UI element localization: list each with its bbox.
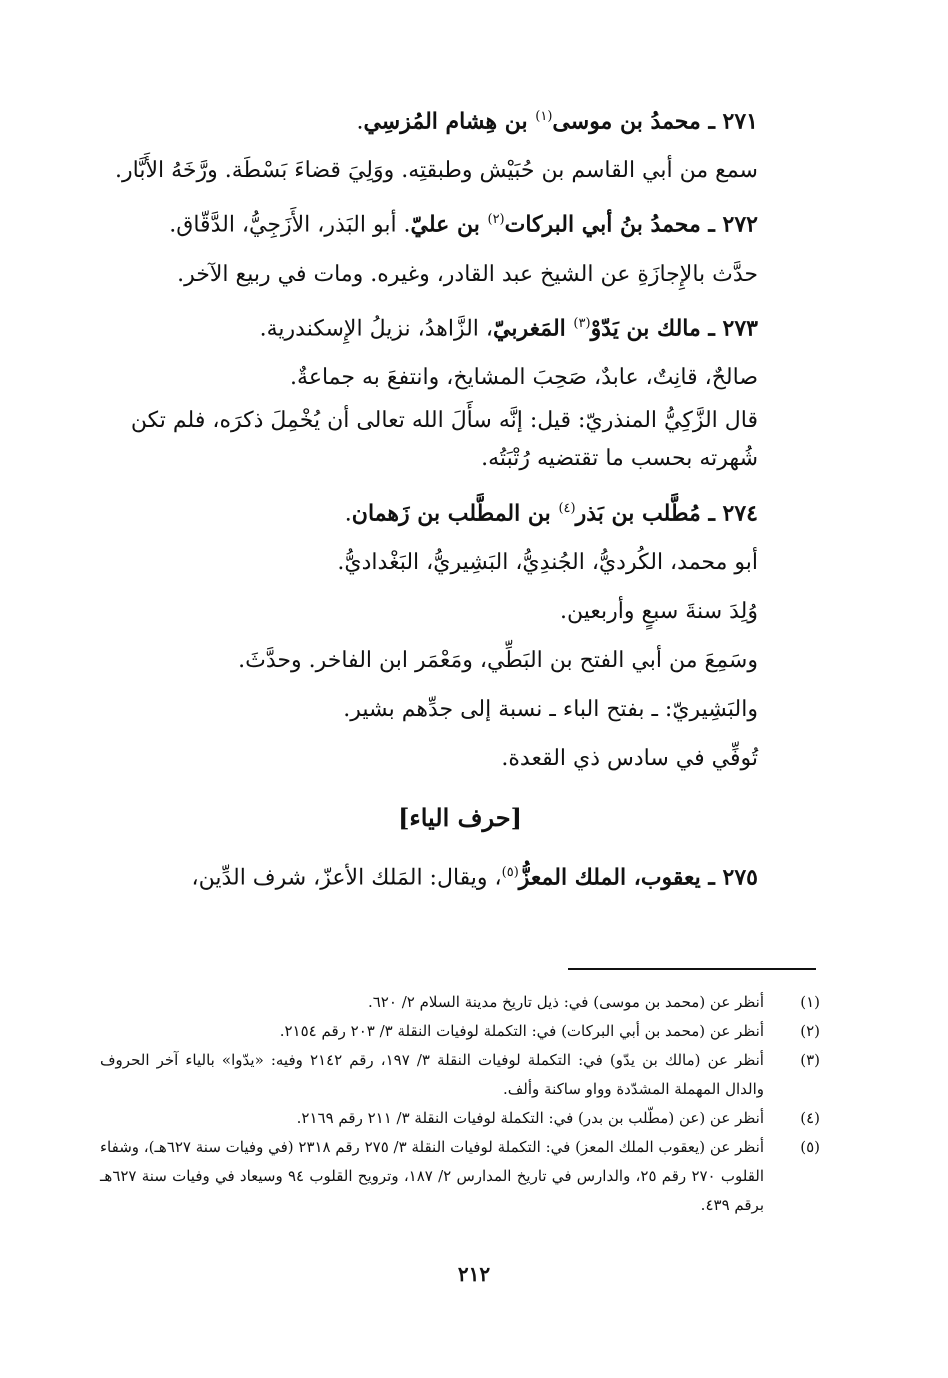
footnote-ref-4: (٤) (558, 500, 576, 516)
entry-274-name: ٢٧٤ ـ مُطَّلب بن بَذر (575, 500, 758, 527)
entry-271-rest: . (356, 109, 364, 135)
entry-273-heading (100, 299, 820, 353)
footnote-text: أنظر عن (محمد بن موسى) في: ذيل تاريخ مدينة السلام ٢/ ٦٢٠. (367, 993, 764, 1011)
entry-271-heading (100, 92, 820, 146)
entry-274-name-tail: بن المطَّلب بن زَهمان (351, 500, 559, 527)
entry-273-text-1: صالحٌ، قانِتٌ، عابدٌ، صَحِبَ المشايخ، وانتفعَ به جماعةٌ. (290, 364, 758, 390)
footnote-number: (٣) (800, 1051, 820, 1069)
entry-273-text-2: قال الزَّكِيُّ المنذريّ: قيل: إنَّه سأَلَ الله تعالى أن يُخْمِلَ ذكرَه، فلم تكن شُهرته بحسب ما تقتضيه رُتْبَتُه. (130, 407, 758, 471)
footnote-3 (100, 1046, 820, 1104)
footnote-ref-2: (٢) (487, 212, 505, 228)
entry-271-name-tail: بن هِشام المُزسِي (363, 108, 536, 135)
footnote-ref-3: (٣) (573, 315, 591, 331)
entry-275-rest: ، ويقال: المَلك الأعزّ، شرف الدِّين، (191, 865, 502, 891)
footnote-number: (٢) (800, 1022, 820, 1040)
footnote-ref-1: (١) (535, 109, 553, 124)
footnote-text: أنظر عن (محمد بن أبي البركات) في: التكملة لوفيات النقلة ٣/ ٢٠٣ رقم ٢١٥٤. (279, 1022, 764, 1040)
entry-273-rest: ، الزَّاهدُ، نزيلُ الإِسكندرية. (259, 315, 494, 341)
entry-271-name: ٢٧١ ـ محمدُ بن موسى (552, 108, 758, 135)
entry-272-text: حدَّث بالإِجازَةِ عن الشيخ عبد القادر، وغيره. ومات في ربيع الآخر. (177, 261, 758, 287)
footnote-ref-5: (٥) (501, 865, 519, 881)
entry-274-text-2: وُلِدَ سنةَ سبعٍ وأربعين. (560, 599, 758, 625)
entry-274-heading (100, 484, 820, 538)
entry-274-text-1: أبو محمد، الكُرديُّ، الجُندِيُّ، البَشِيريُّ، البَغْداديُّ. (337, 550, 758, 576)
footnote-4 (100, 1104, 820, 1133)
entry-274-rest: . (344, 501, 352, 527)
entry-272-name: ٢٧٢ ـ محمدُ بنُ أبي البركات (504, 211, 758, 238)
footnotes (100, 988, 820, 1220)
entry-273-name: ٢٧٣ ـ مالك بن يَدّوْ (590, 314, 758, 341)
footnote-text: أنظر عن (يعقوب الملك المعز) في: التكملة لوفيات النقلة ٣/ ٢٧٥ رقم ٢٣١٨ (في وفيات سنة ٦٢٧هـ)، وشفاء القلوب ٢٧٠ رقم ٢٥، والدارس في تاريخ المدارس ٢/ ١٨٧، وترويح القلوب ٩٤ وسيعاد في وفيات سنة ٦٢٧هـ برقم ٤٣٩. (100, 1138, 765, 1214)
section-title: [حرف الياء] (398, 803, 522, 833)
entry-274-text-5: تُوفِّي في سادس ذي القعدة. (501, 746, 758, 772)
entry-275-heading (100, 848, 820, 902)
footnote-5 (100, 1133, 820, 1220)
entry-272-name-tail: بن عليّ (410, 211, 488, 238)
entry-272-heading (100, 195, 820, 249)
entry-273-name-tail: المَغربيّ (493, 314, 574, 341)
footnote-2 (100, 1017, 820, 1046)
footnote-text: أنظر عن (عن (مطّلب بن بدر) في: التكملة لوفيات النقلة ٣/ ٢١١ رقم ٢١٦٩. (296, 1109, 764, 1127)
page-number: ٢١٢ (457, 1262, 491, 1286)
footnote-number: (١) (800, 993, 820, 1011)
entry-271-text: سمع من أبي القاسم بن حُبَيْش وطبقتِه. ووَلِيَ قضاءَ بَسْطَة. ورَّخَهُ الأَبَّار. (115, 158, 758, 184)
entry-275-name: ٢٧٥ ـ يعقوب، الملك المعزُّ (518, 864, 758, 891)
footnote-text: أنظر عن (مالك بن يدّو) في: التكملة لوفيات النقلة ٣/ ١٩٧، رقم ٢١٤٢ وفيه: «يدّوا» بالياء آخر الحروف والدال المهملة المشدّدة وواو ساكنة وألف. (100, 1051, 764, 1098)
footnote-divider (568, 968, 816, 970)
entry-274-text-4: والبَشِيريّ: ـ بفتح الباء ـ نسبة إلى جدِّهم بشير. (343, 697, 758, 723)
footnote-number: (٤) (800, 1109, 820, 1127)
footnote-number: (٥) (800, 1138, 820, 1156)
entry-272-rest: . أبو البَذر، الأَزَجِيُّ، الدَّقّاق. (169, 212, 411, 238)
main-text (100, 92, 820, 903)
entry-274-text-3: وسَمِعَ من أبي الفتح بن البَطِّي، ومَعْمَر ابن الفاخر. وحدَّثَ. (238, 648, 758, 674)
footnote-1 (100, 988, 820, 1017)
